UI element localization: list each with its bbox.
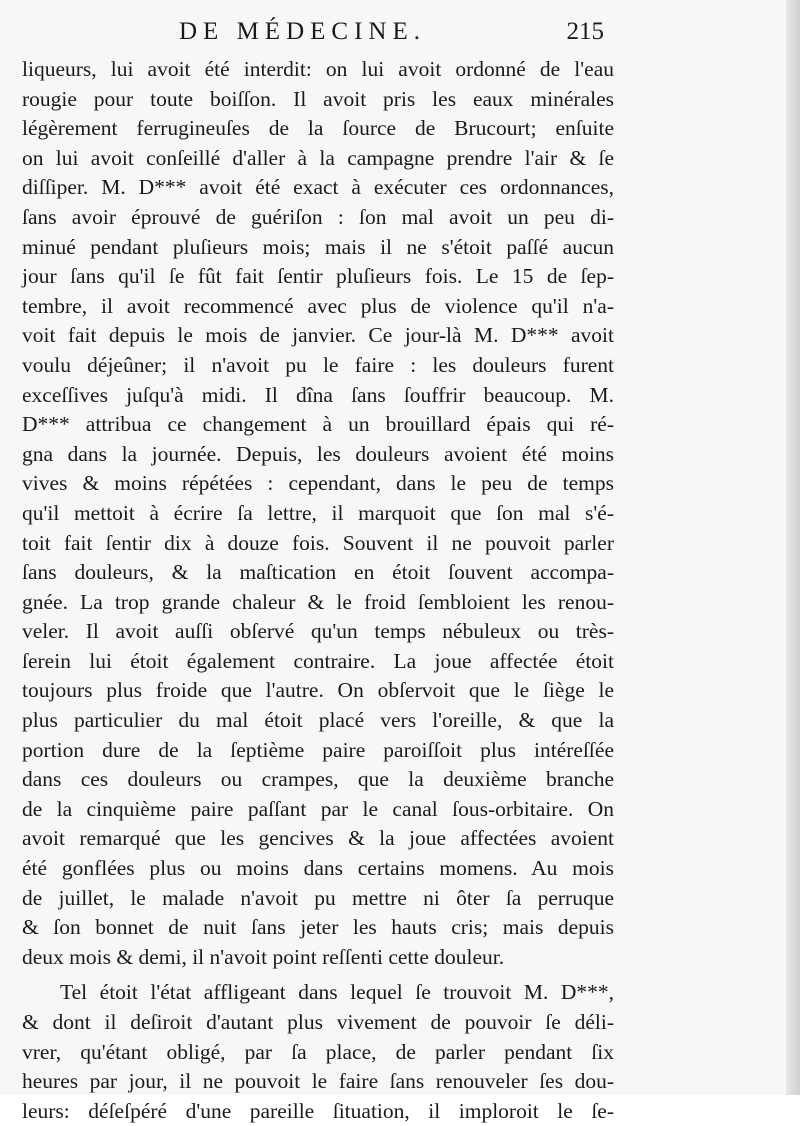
- text-line: exceſſives juſqu'à midi. Il dîna ſans ſouffrir beaucoup. M.: [22, 382, 614, 407]
- text-line: gna dans la journée. Depuis, les douleurs avoient été moins: [22, 441, 614, 466]
- text-line: deux mois & demi, il n'avoit point reſſenti cette douleur.: [22, 944, 505, 969]
- text-line: avoit remarqué que les gencives & la joue affectées avoient: [22, 826, 614, 851]
- text-line: dans ces douleurs ou crampes, que la deuxième branche: [22, 767, 614, 792]
- text-line: jour ſans qu'il ſe fût fait ſentir pluſieurs fois. Le 15 de ſep-: [22, 264, 614, 289]
- text-line: tembre, il avoit recommencé avec plus de violence qu'il n'a-: [22, 293, 614, 318]
- text-line: diſſiper. M. D*** avoit été exact à exécuter ces ordonnances,: [22, 175, 614, 200]
- text-line: plus particulier du mal étoit placé vers l'oreille, & que la: [22, 708, 614, 733]
- text-line: été gonflées plus ou moins dans certains momens. Au mois: [22, 856, 614, 881]
- text-line: qu'il mettoit à écrire ſa lettre, il marquoit que ſon mal s'é-: [22, 500, 614, 525]
- text-line: leurs: déſeſpéré d'une pareille ſituation, il imploroit le ſe-: [22, 1098, 614, 1123]
- text-line: voit fait depuis le mois de janvier. Ce jour-là M. D*** avoit: [22, 323, 614, 348]
- text-line: de juillet, le malade n'avoit pu mettre ni ôter ſa perruque: [22, 885, 614, 910]
- text-line: ſans avoir éprouvé de guériſon : ſon mal avoit un peu di-: [22, 204, 614, 229]
- text-line: on lui avoit conſeillé d'aller à la campagne prendre l'air & ſe: [22, 145, 614, 170]
- text-line: vives & moins répétées : cependant, dans le peu de temps: [22, 471, 614, 496]
- text-line: veler. Il avoit auſſi obſervé qu'un temps nébuleux ou très-: [22, 619, 614, 644]
- page-header: [24, 18, 604, 52]
- text-line: & ſon bonnet de nuit ſans jeter les hauts cris; mais depuis: [22, 915, 614, 940]
- page-number: 215: [566, 18, 604, 45]
- text-line: vrer, qu'étant obligé, par ſa place, de parler pendant ſix: [22, 1039, 614, 1064]
- page-edge-shadow: [786, 0, 800, 1095]
- text-line: légèrement ferrugineuſes de la ſource de Brucourt; enſuite: [22, 116, 614, 141]
- text-line: & dont il deſiroit d'autant plus vivement de pouvoir ſe déli-: [22, 1010, 614, 1034]
- text-line: D*** attribua ce changement à un brouillard épais qui ré-: [22, 412, 614, 437]
- text-line: toit fait ſentir dix à douze fois. Souvent il ne pouvoit parler: [22, 530, 614, 555]
- text-line: liqueurs, lui avoit été interdit: on lui avoit ordonné de l'eau: [22, 57, 614, 81]
- text-line: toujours plus froide que l'autre. On obſervoit que le ſiège le: [22, 678, 614, 703]
- text-line: rougie pour toute boiſſon. Il avoit pris les eaux minérales: [22, 86, 614, 111]
- body-text: [22, 55, 614, 1126]
- text-line: gnée. La trop grande chaleur & le froid ſembloient les renou-: [22, 589, 614, 614]
- text-line: minué pendant pluſieurs mois; mais il ne s'étoit paſſé aucun: [22, 234, 614, 259]
- text-line: heures par jour, il ne pouvoit le faire ſans renouveler ſes dou-: [22, 1069, 614, 1094]
- text-line: ſerein lui étoit également contraire. La joue affectée étoit: [22, 648, 614, 673]
- text-line: voulu déjeûner; il n'avoit pu le faire : les douleurs furent: [22, 352, 614, 377]
- text-line: de la cinquième paire paſſant par le canal ſous-orbitaire. On: [22, 796, 614, 821]
- text-line: portion dure de la ſeptième paire paroiſſoit plus intéreſſée: [22, 737, 614, 762]
- text-line: ſans douleurs, & la maſtication en étoit ſouvent accompa-: [22, 560, 614, 585]
- running-title: DE MÉDECINE.: [179, 18, 426, 45]
- text-line: Tel étoit l'état affligeant dans lequel ſe trouvoit M. D***,: [60, 980, 614, 1005]
